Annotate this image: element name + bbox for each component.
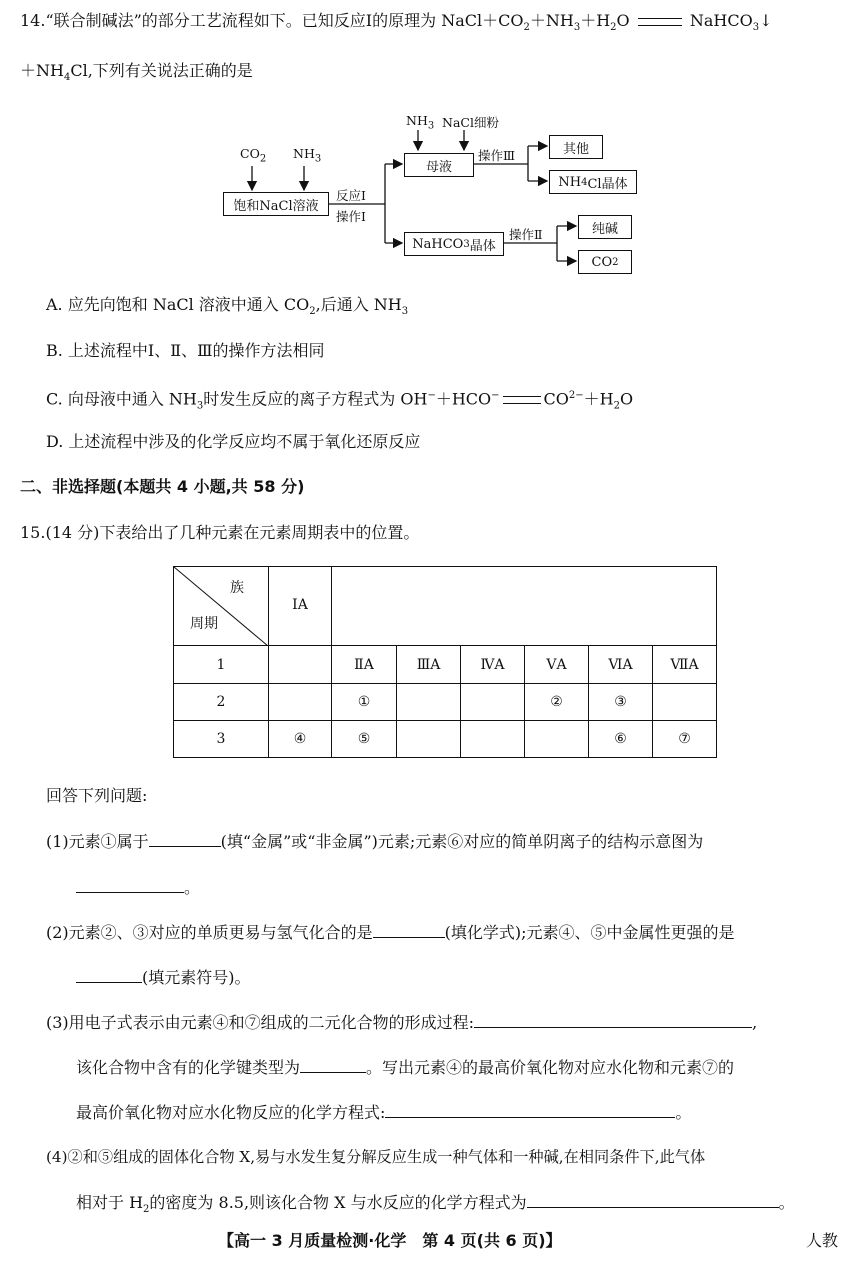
- q15-part4-line1: (4)②和⑤组成的固体化合物 X,易与水发生复分解反应生成一种气体和一种碱,在相同条件下,此气体: [46, 1148, 706, 1166]
- table-cell: 2: [174, 684, 269, 721]
- flow-input-co2: $CO_2$: [240, 146, 267, 165]
- answer-blank[interactable]: [300, 1056, 366, 1073]
- table-cell: ⅤA: [525, 646, 589, 684]
- flow-input-nh3: $NH_3$: [293, 146, 322, 165]
- flow-input-nh3-top: $NH_3$: [406, 113, 435, 132]
- corner-diagonal: [174, 567, 268, 646]
- table-cell: [461, 721, 525, 758]
- table-cell: ②: [525, 684, 589, 721]
- q15-part4-line2: 相对于 $H_2$的密度为 8.5,则该化合物 X 与水反应的化学方程式为 。: [76, 1193, 795, 1216]
- process-flow-chart: [0, 0, 860, 290]
- q14-stem-line2: $+NH_4Cl$,下列有关说法正确的是: [20, 61, 253, 84]
- answer-blank[interactable]: [76, 876, 184, 893]
- table-cell: [397, 684, 461, 721]
- q15-part3-line2: 该化合物中含有的化学键类型为 。写出元素④的最高价氧化物对应水化物和元素⑦的: [76, 1058, 735, 1077]
- q15-part2-line2: (填元素符号)。: [76, 966, 840, 989]
- table-cell: ④: [269, 721, 332, 758]
- answer-blank[interactable]: [527, 1191, 779, 1208]
- table-corner-cell: 族 周期: [174, 567, 269, 646]
- q15-part1-line1: (1)元素①属于 (填“金属”或“非金属”)元素;元素⑥对应的简单阴离子的结构示意图为: [46, 832, 704, 851]
- flow-input-nacl-powder: NaCl细粉: [442, 115, 499, 130]
- table-cell: ⑤: [332, 721, 397, 758]
- flow-box-nahco3-crystal: NaHCO 3 晶体: [404, 232, 504, 256]
- table-cell: [269, 646, 332, 684]
- header-ia: ⅠA: [269, 567, 332, 646]
- q15-prompt: 回答下列问题:: [46, 786, 148, 805]
- option-d: D. 上述流程中涉及的化学反应均不属于氧化还原反应: [46, 432, 421, 451]
- flow-label-reaction1: 反应Ⅰ: [336, 188, 366, 203]
- table-cell: ⅦA: [653, 646, 717, 684]
- flow-box-soda: 纯碱: [578, 215, 632, 239]
- q15-part3-line3: 最高价氧化物对应水化物反应的化学方程式: 。: [76, 1103, 692, 1122]
- table-cell: ⅡA: [332, 646, 397, 684]
- table-cell: [653, 684, 717, 721]
- answer-blank[interactable]: [76, 966, 142, 983]
- answer-blank[interactable]: [149, 830, 221, 847]
- table-cell: 3: [174, 721, 269, 758]
- header-blank: [332, 567, 717, 646]
- answer-blank[interactable]: [385, 1101, 675, 1118]
- flow-label-op1: 操作Ⅰ: [336, 209, 366, 224]
- table-cell: [269, 684, 332, 721]
- table-cell: ①: [332, 684, 397, 721]
- precipitate-arrow-icon: ↓: [759, 11, 773, 30]
- flow-box-nh4cl-crystal: NH 4 Cl晶体: [549, 170, 637, 194]
- table-cell: [461, 684, 525, 721]
- flow-label-op2: 操作Ⅱ: [509, 227, 543, 242]
- table-cell: ⅢA: [397, 646, 461, 684]
- table-cell: ⅣA: [461, 646, 525, 684]
- flow-label-op3: 操作Ⅲ: [478, 148, 516, 163]
- flow-box-other: 其他: [549, 135, 603, 159]
- option-b: B. 上述流程中Ⅰ、Ⅱ、Ⅲ的操作方法相同: [46, 341, 325, 360]
- section-heading: 二、非选择题(本题共 4 小题,共 58 分): [20, 477, 305, 496]
- flow-box-co2-out: CO 2: [578, 250, 632, 274]
- table-cell: ⅥA: [589, 646, 653, 684]
- page-footer-right: 人教: [805, 1231, 838, 1250]
- periodic-table-excerpt: [173, 566, 717, 758]
- table-cell: ⑥: [589, 721, 653, 758]
- option-a: A. 应先向饱和 NaCl 溶液中通入 $CO_2$,后通入 $NH_3$: [46, 295, 409, 318]
- page-footer-center: 【高一 3 月质量检测·化学 第 4 页(共 6 页)】: [218, 1231, 562, 1250]
- answer-blank[interactable]: [373, 921, 445, 938]
- q15-part2-line1: (2)元素②、③对应的单质更易与氢气化合的是 (填化学式);元素④、⑤中金属性更强的是: [46, 923, 735, 942]
- table-cell: [397, 721, 461, 758]
- table-cell: [525, 721, 589, 758]
- flow-box-mother-liquor: 母液: [404, 153, 474, 177]
- equation-double-line: [503, 396, 541, 404]
- q15-part1-line2: 。: [76, 876, 840, 899]
- flow-box-saturated-nacl: 饱和NaCl溶液: [223, 192, 329, 216]
- option-c: C. 向母液中通入 $NH_3$时发生反应的离子方程式为 OH−＋HCO− $CO^{2-}+H_2O$: [46, 389, 634, 412]
- table-cell: ⑦: [653, 721, 717, 758]
- q15-stem: 15.(14 分)下表给出了几种元素在元素周期表中的位置。: [20, 523, 420, 542]
- q14-stem-line1: 14.“联合制碱法”的部分工艺流程如下。已知反应Ⅰ的原理为 $NaCl+CO_2+NH_3+H_2O$ NaHCO$_3$↓: [20, 11, 773, 34]
- answer-blank[interactable]: [474, 1011, 752, 1028]
- table-cell: 1: [174, 646, 269, 684]
- table-cell: ③: [589, 684, 653, 721]
- q15-part3-line1: (3)用电子式表示由元素④和⑦组成的二元化合物的形成过程: ,: [46, 1013, 758, 1032]
